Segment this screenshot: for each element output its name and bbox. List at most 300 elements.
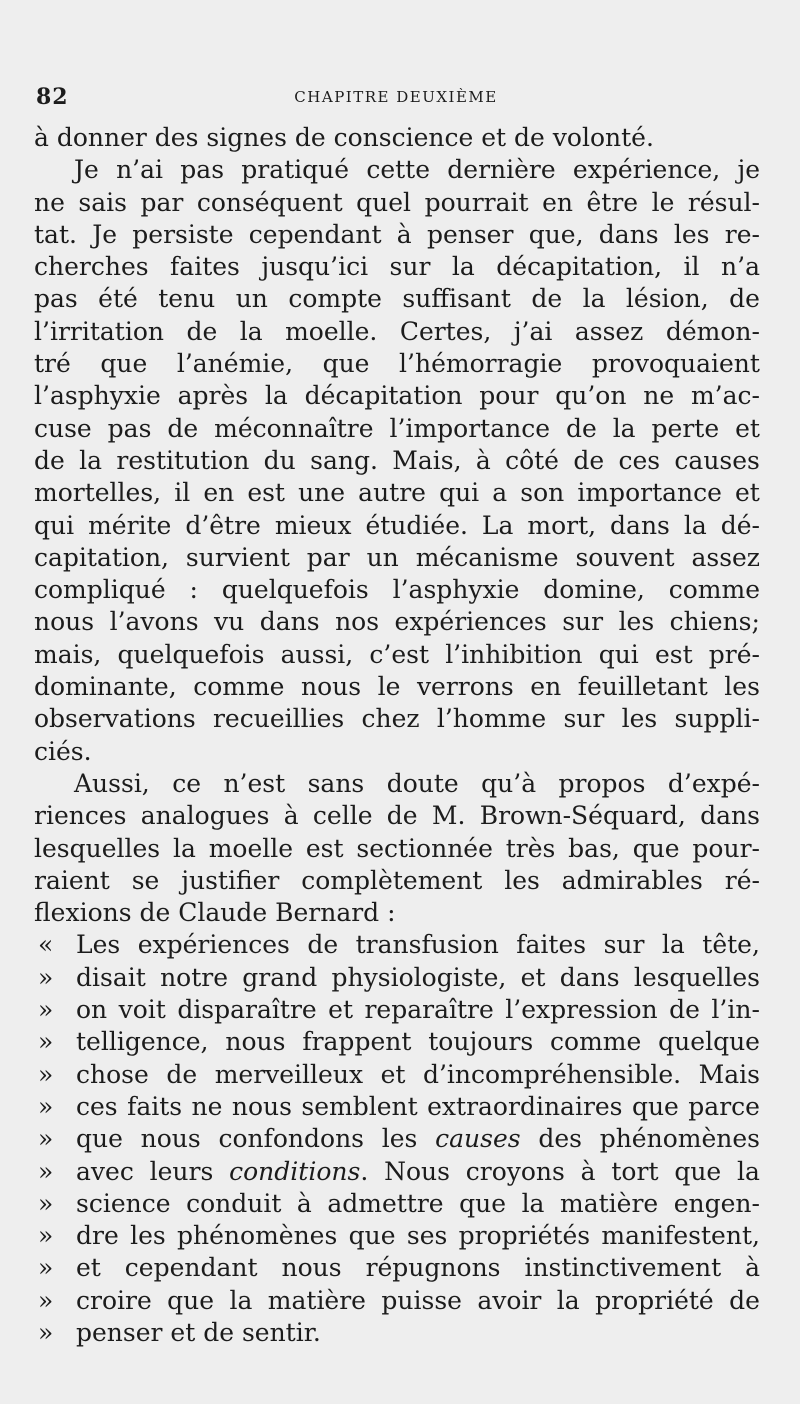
word: notre	[160, 962, 229, 992]
word: sais	[78, 187, 127, 217]
quote-line-text	[76, 1220, 760, 1252]
text-line	[34, 154, 760, 186]
word: à	[475, 445, 491, 475]
word: reparaître	[364, 995, 494, 1025]
word: riences	[34, 801, 127, 831]
word: science	[76, 1188, 171, 1218]
quote-line-text: penser et de sentir.	[76, 1317, 321, 1347]
word: Brown-Séquard,	[479, 801, 686, 831]
word: celle	[312, 801, 373, 831]
word: disparaître	[177, 995, 317, 1025]
word: que	[632, 833, 680, 863]
word: souvent	[575, 542, 675, 572]
quote-mark: »	[38, 1027, 54, 1057]
word: pas	[180, 155, 225, 185]
word: mortelles,	[34, 478, 162, 508]
word: pour-	[692, 833, 760, 863]
word: les	[621, 704, 658, 734]
quote-line	[34, 1317, 760, 1349]
word: qui	[598, 639, 639, 669]
word: être	[586, 187, 639, 217]
text-line	[34, 542, 760, 574]
quote-line-text	[76, 1123, 760, 1155]
word: répugnons	[365, 1253, 501, 1283]
word: la	[612, 413, 636, 443]
word: justifier	[181, 865, 280, 895]
quote-mark: »	[38, 1156, 54, 1186]
word: le	[377, 672, 401, 702]
word: disait	[76, 962, 146, 992]
word: chiens;	[669, 607, 760, 637]
text-line	[34, 606, 760, 638]
word: que	[459, 1188, 507, 1218]
word: que	[167, 1285, 215, 1315]
word: tort	[611, 1156, 659, 1186]
quote-mark: »	[38, 1059, 54, 1089]
quote-line	[34, 1026, 760, 1058]
word: mérite	[88, 510, 172, 540]
word: engen-	[673, 1188, 760, 1218]
word: pour	[479, 381, 539, 411]
word: m’ac-	[690, 381, 760, 411]
word: la	[264, 381, 288, 411]
word: de	[669, 995, 700, 1025]
word: verrons	[416, 672, 514, 702]
word: que	[631, 1091, 679, 1121]
word: la	[79, 445, 103, 475]
word: propriétés	[458, 1221, 591, 1251]
word: observations	[34, 704, 196, 734]
word: cherches	[34, 252, 149, 282]
word: l’avons	[109, 607, 199, 637]
word: domine,	[543, 575, 645, 605]
word: pourrait	[424, 187, 529, 217]
text-line	[34, 865, 760, 897]
text-line: flexions de Claude Bernard :	[34, 898, 396, 928]
word: moelle.	[285, 316, 378, 346]
word: méconnaître	[214, 413, 374, 443]
word: la	[661, 930, 685, 960]
word: tenu	[158, 284, 216, 314]
word: les	[724, 672, 760, 702]
text-line	[34, 800, 760, 832]
word: sans	[307, 768, 365, 798]
word: est	[247, 478, 285, 508]
word: étudiée.	[365, 510, 468, 540]
word: un	[235, 284, 268, 314]
word: frappent	[302, 1027, 412, 1057]
word: phénomènes	[599, 1124, 760, 1154]
quote-line	[34, 929, 760, 961]
word: l’asphyxie	[34, 381, 161, 411]
word: dernière	[447, 155, 556, 185]
word: recueillies	[212, 704, 345, 734]
word: ses	[406, 1221, 448, 1251]
word: une	[298, 478, 346, 508]
word: de	[565, 413, 597, 443]
word: propos	[558, 768, 646, 798]
word: conséquent	[196, 187, 343, 217]
text-line: à donner des signes de conscience et de volonté.	[34, 123, 654, 152]
quote-line	[34, 1188, 760, 1220]
word: nous	[140, 1124, 201, 1154]
word: en	[203, 478, 235, 508]
word: nous	[281, 1253, 342, 1283]
word: à	[580, 1156, 596, 1186]
word: démon-	[665, 316, 760, 346]
word: mécanisme	[415, 542, 559, 572]
word: propriété	[595, 1285, 714, 1315]
word: de	[573, 445, 605, 475]
word: est	[654, 639, 693, 669]
word: grand	[242, 962, 318, 992]
word: nous	[300, 672, 362, 702]
word: assez	[574, 316, 644, 346]
word: M.	[431, 801, 466, 831]
word: penser	[426, 219, 514, 249]
word: l’hémorragie	[399, 349, 563, 379]
word: sur	[562, 607, 604, 637]
word: persiste	[132, 219, 234, 249]
word: bas,	[568, 833, 620, 863]
quote-mark: »	[38, 995, 54, 1025]
italic-word: conditions	[229, 1156, 361, 1186]
word: dans	[559, 962, 620, 992]
word: nous	[34, 607, 95, 637]
text-line: ciés.	[34, 736, 92, 766]
word: faits	[127, 1091, 183, 1121]
word: mieux	[274, 510, 352, 540]
word: compliqué	[34, 575, 166, 605]
word: qu’on	[555, 381, 627, 411]
word: très	[505, 833, 556, 863]
quote-line-text	[76, 1059, 760, 1091]
quote-line	[34, 1091, 760, 1123]
text-line	[34, 283, 760, 315]
word: été	[98, 284, 138, 314]
word: pas	[34, 284, 78, 314]
word: faites	[170, 252, 240, 282]
word: matière	[560, 1188, 659, 1218]
word: l’importance	[389, 413, 550, 443]
word: un	[366, 542, 399, 572]
quote-line-text	[76, 1252, 760, 1284]
word: sang.	[310, 445, 378, 475]
word: aussi,	[280, 639, 354, 669]
word: sur	[389, 252, 431, 282]
word: matière	[267, 1285, 366, 1315]
word: dans	[598, 219, 659, 249]
word: de	[186, 316, 218, 346]
word: quelque	[658, 1027, 760, 1057]
word: manifestent,	[601, 1221, 760, 1251]
word: par	[306, 542, 350, 572]
word: qu’à	[481, 768, 537, 798]
word: dé-	[720, 510, 760, 540]
word: parce	[688, 1091, 760, 1121]
text-line	[34, 574, 760, 606]
quote-line-text	[76, 1285, 760, 1317]
word: de	[531, 284, 563, 314]
word: cette	[366, 155, 431, 185]
word: que	[76, 1124, 123, 1154]
word: on	[76, 995, 108, 1025]
word: nos	[335, 607, 380, 637]
word: les	[673, 219, 710, 249]
quote-mark: »	[38, 962, 54, 992]
body-text	[34, 122, 760, 1349]
text-line	[34, 348, 760, 380]
word: Aussi,	[74, 768, 150, 798]
word: vu	[214, 607, 245, 637]
word: suppli-	[674, 704, 760, 734]
word: pré-	[708, 639, 760, 669]
quote-mark: »	[38, 1285, 54, 1315]
word: le	[651, 187, 675, 217]
text-line	[34, 833, 760, 865]
word: la	[737, 1156, 760, 1186]
word: l’homme	[436, 704, 547, 734]
word: dans	[610, 510, 670, 540]
word: les	[381, 1124, 418, 1154]
word: n’est	[223, 768, 286, 798]
word: d’être	[185, 510, 261, 540]
word: ré-	[724, 865, 760, 895]
word: La	[481, 510, 514, 540]
word: sur	[603, 930, 645, 960]
word: feuilletant	[577, 672, 708, 702]
word: nous	[231, 1091, 292, 1121]
word: n’ai	[116, 155, 164, 185]
word: que,	[528, 219, 584, 249]
word: décapitation	[304, 381, 463, 411]
quote-mark: »	[38, 1253, 54, 1283]
word: que	[322, 349, 370, 379]
quote-mark: »	[38, 1124, 54, 1154]
word: c’est	[369, 639, 430, 669]
quote-line	[34, 1059, 760, 1091]
word: se	[131, 865, 160, 895]
text-line	[34, 380, 760, 412]
word: conduit	[186, 1188, 282, 1218]
quote-line	[34, 1123, 760, 1155]
word: croyons	[465, 1156, 565, 1186]
word: pas	[107, 413, 152, 443]
text-line	[34, 703, 760, 735]
text-line	[34, 510, 760, 542]
word: des	[538, 1124, 582, 1154]
word: ces	[618, 445, 661, 475]
word: d’incompréhensible.	[422, 1059, 682, 1089]
quote-line	[34, 1220, 760, 1252]
word: leurs	[149, 1156, 214, 1186]
word: a	[492, 478, 508, 508]
word: en	[530, 672, 562, 702]
word: sur	[563, 704, 605, 734]
quote-line-text	[76, 1188, 760, 1220]
word: il	[683, 252, 700, 282]
quote-line-text	[76, 1091, 760, 1123]
word: sectionnée	[356, 833, 493, 863]
word: instinctivement	[524, 1253, 722, 1283]
word: chose	[76, 1059, 149, 1089]
word: quelquefois	[117, 639, 265, 669]
word: de	[386, 801, 418, 831]
word: ne	[34, 187, 65, 217]
word: qui	[34, 510, 75, 540]
word: que	[674, 1156, 722, 1186]
word: jusqu’ici	[261, 252, 369, 282]
quote-mark: «	[38, 930, 54, 960]
word: Mais,	[392, 445, 462, 475]
word: ce	[172, 768, 201, 798]
word: expériences	[394, 607, 547, 637]
italic-group: conditions.	[229, 1156, 369, 1186]
word: la	[451, 252, 475, 282]
word: l’asphyxie	[392, 575, 520, 605]
word: comme	[668, 575, 760, 605]
word: en	[542, 187, 573, 217]
word: de	[307, 930, 339, 960]
word: et	[380, 1059, 406, 1089]
word: telligence,	[76, 1027, 209, 1057]
quote-line-text	[76, 994, 760, 1026]
word: résul-	[687, 187, 760, 217]
word: avec	[76, 1156, 134, 1186]
word: compte	[288, 284, 382, 314]
quote-line	[34, 1156, 760, 1188]
word: est	[305, 833, 344, 863]
word: mort,	[527, 510, 597, 540]
word: avoir	[477, 1285, 542, 1315]
word: Certes,	[399, 316, 492, 346]
word: lésion,	[625, 284, 709, 314]
word: son	[520, 478, 565, 508]
word: cependant	[248, 219, 382, 249]
quote-line-text	[76, 929, 760, 961]
quote-mark: »	[38, 1188, 54, 1218]
word: la	[229, 1285, 253, 1315]
word: l’expression	[505, 995, 658, 1025]
text-line	[34, 477, 760, 509]
word: cependant	[124, 1253, 258, 1283]
text-line	[34, 671, 760, 703]
word: dans	[700, 801, 760, 831]
italic-group	[435, 1123, 520, 1155]
word: les	[130, 1221, 166, 1251]
word: complètement	[301, 865, 483, 895]
word: tat.	[34, 219, 77, 249]
word: suffisant	[402, 284, 511, 314]
word: de	[34, 445, 65, 475]
word: cuse	[34, 413, 92, 443]
word: confondons	[218, 1124, 365, 1154]
word: ces	[76, 1091, 118, 1121]
word: et	[76, 1253, 101, 1283]
word: admirables	[561, 865, 703, 895]
word: dre	[76, 1221, 119, 1251]
word: Les	[76, 930, 121, 960]
word: que	[100, 349, 148, 379]
quote-line	[34, 994, 760, 1026]
quote-mark: »	[38, 1221, 54, 1251]
word: tête,	[702, 930, 760, 960]
quote-line-text	[76, 962, 760, 994]
word: à	[396, 219, 412, 249]
word: les	[504, 865, 540, 895]
word: comme	[550, 1027, 642, 1057]
word: phénomènes	[177, 1221, 338, 1251]
page-number: 82	[36, 84, 69, 110]
word: lesquelles	[34, 833, 161, 863]
text-line	[34, 251, 760, 283]
word: perte	[651, 413, 720, 443]
word: tré	[34, 349, 71, 379]
word: faites	[516, 930, 587, 960]
word: de	[166, 1059, 198, 1089]
word: décapitation,	[496, 252, 663, 282]
word: qui	[439, 478, 480, 508]
word: assez	[691, 542, 760, 572]
quote-line	[34, 962, 760, 994]
word: importance	[577, 478, 722, 508]
word: par	[140, 187, 184, 217]
word: admettre	[327, 1188, 444, 1218]
word: la	[582, 284, 606, 314]
word: puisse	[381, 1285, 462, 1315]
word: l’irritation	[34, 316, 164, 346]
word: après	[177, 381, 249, 411]
word: la	[556, 1285, 580, 1315]
running-head: CHAPITRE DEUXIÈME	[294, 88, 498, 106]
quote-line-text	[76, 1156, 760, 1188]
word: moelle	[208, 833, 294, 863]
word: n’a	[721, 252, 760, 282]
word: mais,	[34, 639, 102, 669]
word: de	[167, 413, 199, 443]
text-line	[34, 768, 760, 800]
word: la	[239, 316, 263, 346]
word: d’expé-	[667, 768, 760, 798]
word: il	[174, 478, 191, 508]
word: la	[172, 833, 196, 863]
word: voit	[118, 995, 166, 1025]
word: capitation,	[34, 542, 169, 572]
word: nous	[225, 1027, 286, 1057]
word: à	[745, 1253, 760, 1283]
word: que	[348, 1221, 396, 1251]
word: l’in-	[711, 995, 760, 1025]
quote-line	[34, 1285, 760, 1317]
word: du	[263, 445, 296, 475]
text-line	[34, 316, 760, 348]
word: causes	[674, 445, 760, 475]
word: croire	[76, 1285, 152, 1315]
word: expérience,	[572, 155, 721, 185]
word: et	[735, 478, 760, 508]
word: Je	[74, 155, 99, 185]
text-line	[34, 639, 760, 671]
word: raient	[34, 865, 110, 895]
word: ne	[643, 381, 675, 411]
word: l’anémie,	[176, 349, 294, 379]
word: Nous	[384, 1156, 450, 1186]
quote-line-text	[76, 1026, 760, 1058]
word: à	[296, 1188, 312, 1218]
word: merveilleux	[214, 1059, 364, 1089]
quote-mark: »	[38, 1317, 54, 1347]
word: dominante,	[34, 672, 177, 702]
